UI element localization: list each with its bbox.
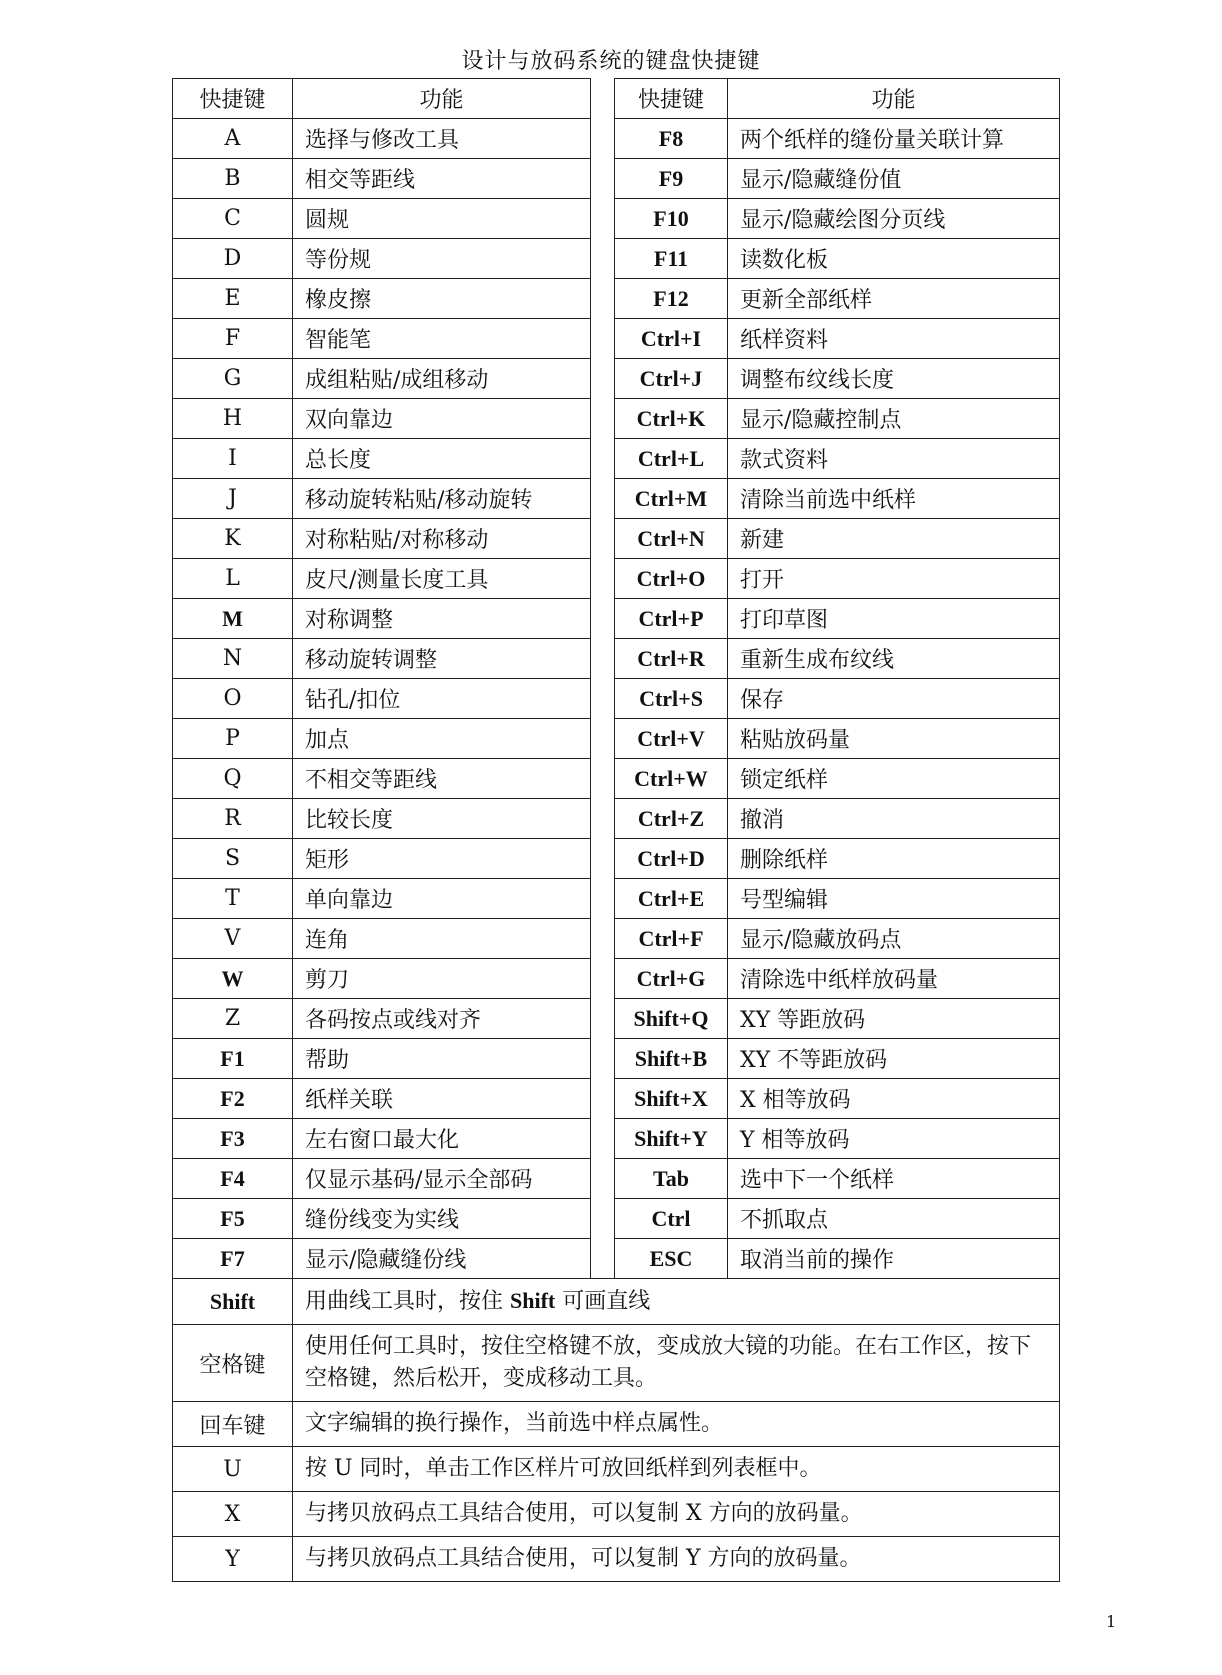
left-key: E [173, 279, 293, 319]
right-function: 显示/隐藏放码点 [728, 919, 1060, 959]
left-function: 总长度 [293, 439, 591, 479]
right-key: Tab [615, 1159, 728, 1199]
right-function: 锁定纸样 [728, 759, 1060, 799]
table-row-wide [173, 1325, 1060, 1402]
table-row [173, 439, 1060, 479]
left-function: 连角 [293, 919, 591, 959]
table-row [173, 759, 1060, 799]
right-key: Ctrl+L [615, 439, 728, 479]
right-function: 选中下一个纸样 [728, 1159, 1060, 1199]
left-key: F5 [173, 1199, 293, 1239]
left-key: J [173, 479, 293, 519]
table-row [173, 919, 1060, 959]
wide-key: Y [173, 1537, 293, 1582]
left-function: 皮尺/测量长度工具 [293, 559, 591, 599]
column-gap [591, 799, 615, 839]
table-row [173, 199, 1060, 239]
table-row [173, 239, 1060, 279]
column-gap [591, 1239, 615, 1279]
column-gap [591, 79, 615, 119]
right-key: F11 [615, 239, 728, 279]
table-row [173, 319, 1060, 359]
wide-key: X [173, 1492, 293, 1537]
right-key: F9 [615, 159, 728, 199]
table-row [173, 799, 1060, 839]
right-function: 两个纸样的缝份量关联计算 [728, 119, 1060, 159]
left-key: Z [173, 999, 293, 1039]
table-row [173, 879, 1060, 919]
left-function: 移动旋转粘贴/移动旋转 [293, 479, 591, 519]
right-function: XY 不等距放码 [728, 1039, 1060, 1079]
left-key: L [173, 559, 293, 599]
column-gap [591, 199, 615, 239]
right-function: Y 相等放码 [728, 1119, 1060, 1159]
left-function: 橡皮擦 [293, 279, 591, 319]
left-key: F1 [173, 1039, 293, 1079]
column-gap [591, 719, 615, 759]
shortcut-table [172, 78, 1060, 1582]
wide-function: 文字编辑的换行操作，当前选中样点属性。 [293, 1402, 1060, 1447]
right-key: Ctrl+V [615, 719, 728, 759]
left-function: 缝份线变为实线 [293, 1199, 591, 1239]
left-function: 相交等距线 [293, 159, 591, 199]
right-key: Ctrl+I [615, 319, 728, 359]
left-function: 帮助 [293, 1039, 591, 1079]
wide-key: 空格键 [173, 1325, 293, 1402]
left-function: 不相交等距线 [293, 759, 591, 799]
table-header-row [173, 79, 1060, 119]
table-row [173, 519, 1060, 559]
right-function: 读数化板 [728, 239, 1060, 279]
column-gap [591, 639, 615, 679]
left-function: 单向靠边 [293, 879, 591, 919]
column-gap [591, 279, 615, 319]
column-gap [591, 159, 615, 199]
table-row [173, 839, 1060, 879]
column-gap [591, 839, 615, 879]
column-gap [591, 119, 615, 159]
left-key: O [173, 679, 293, 719]
wide-function: 按 U 同时，单击工作区样片可放回纸样到列表框中。 [293, 1447, 1060, 1492]
wide-function: 使用任何工具时，按住空格键不放，变成放大镜的功能。在右工作区，按下空格键，然后松开，变成移动工具。 [293, 1325, 1060, 1402]
column-gap [591, 599, 615, 639]
table-row [173, 1119, 1060, 1159]
column-gap [591, 439, 615, 479]
table-row [173, 1079, 1060, 1119]
left-key: B [173, 159, 293, 199]
table-row [173, 959, 1060, 999]
left-function: 比较长度 [293, 799, 591, 839]
right-key: Ctrl+F [615, 919, 728, 959]
right-function: 显示/隐藏绘图分页线 [728, 199, 1060, 239]
right-function: XY 等距放码 [728, 999, 1060, 1039]
right-key: Ctrl+R [615, 639, 728, 679]
left-key: W [173, 959, 293, 999]
left-key: N [173, 639, 293, 679]
header-func: 功能 [293, 79, 591, 119]
left-key: T [173, 879, 293, 919]
left-key: V [173, 919, 293, 959]
column-gap [591, 759, 615, 799]
table-row [173, 159, 1060, 199]
left-key: F [173, 319, 293, 359]
column-gap [591, 919, 615, 959]
table-row-wide [173, 1537, 1060, 1582]
column-gap [591, 399, 615, 439]
right-function: 粘贴放码量 [728, 719, 1060, 759]
column-gap [591, 879, 615, 919]
right-function: 新建 [728, 519, 1060, 559]
wide-function [293, 1279, 1060, 1325]
right-function: 打印草图 [728, 599, 1060, 639]
right-function: 更新全部纸样 [728, 279, 1060, 319]
right-function: 纸样资料 [728, 319, 1060, 359]
right-function: X 相等放码 [728, 1079, 1060, 1119]
left-key: A [173, 119, 293, 159]
left-function: 对称粘贴/对称移动 [293, 519, 591, 559]
header-func-2: 功能 [728, 79, 1060, 119]
left-function: 双向靠边 [293, 399, 591, 439]
right-function: 清除选中纸样放码量 [728, 959, 1060, 999]
left-key: P [173, 719, 293, 759]
left-function: 钻孔/扣位 [293, 679, 591, 719]
left-function: 纸样关联 [293, 1079, 591, 1119]
right-key: Shift+Q [615, 999, 728, 1039]
left-function: 矩形 [293, 839, 591, 879]
column-gap [591, 679, 615, 719]
column-gap [591, 239, 615, 279]
left-key: M [173, 599, 293, 639]
right-key: Shift+B [615, 1039, 728, 1079]
right-key: Ctrl+E [615, 879, 728, 919]
left-key: K [173, 519, 293, 559]
left-function: 圆规 [293, 199, 591, 239]
column-gap [591, 959, 615, 999]
right-key: Shift+X [615, 1079, 728, 1119]
table-row [173, 279, 1060, 319]
right-key: F10 [615, 199, 728, 239]
left-function: 加点 [293, 719, 591, 759]
shortcut-table-body [173, 79, 1060, 1582]
right-key: F8 [615, 119, 728, 159]
wide-function-text: 用曲线工具时，按住 [305, 1289, 510, 1314]
right-key: F12 [615, 279, 728, 319]
column-gap [591, 319, 615, 359]
column-gap [591, 999, 615, 1039]
right-key: Ctrl+M [615, 479, 728, 519]
table-row [173, 399, 1060, 439]
left-key: R [173, 799, 293, 839]
right-function: 显示/隐藏缝份值 [728, 159, 1060, 199]
table-row [173, 1199, 1060, 1239]
right-function: 不抓取点 [728, 1199, 1060, 1239]
left-function: 各码按点或线对齐 [293, 999, 591, 1039]
right-function: 款式资料 [728, 439, 1060, 479]
table-row [173, 559, 1060, 599]
right-key: Ctrl+W [615, 759, 728, 799]
left-key: F3 [173, 1119, 293, 1159]
left-function: 仅显示基码/显示全部码 [293, 1159, 591, 1199]
left-function: 对称调整 [293, 599, 591, 639]
wide-function-bold: Shift [510, 1288, 556, 1313]
column-gap [591, 1079, 615, 1119]
table-row [173, 1159, 1060, 1199]
left-key: Q [173, 759, 293, 799]
left-key: G [173, 359, 293, 399]
wide-function-text: 可画直线 [555, 1289, 651, 1314]
table-row-wide [173, 1402, 1060, 1447]
left-key: S [173, 839, 293, 879]
left-function: 选择与修改工具 [293, 119, 591, 159]
column-gap [591, 1119, 615, 1159]
wide-key: Shift [173, 1279, 293, 1325]
column-gap [591, 359, 615, 399]
left-function: 成组粘贴/成组移动 [293, 359, 591, 399]
right-key: Ctrl+J [615, 359, 728, 399]
right-key: ESC [615, 1239, 728, 1279]
left-function: 左右窗口最大化 [293, 1119, 591, 1159]
right-key: Ctrl+N [615, 519, 728, 559]
left-function: 剪刀 [293, 959, 591, 999]
right-key: Ctrl+K [615, 399, 728, 439]
left-key: C [173, 199, 293, 239]
table-row [173, 119, 1060, 159]
table-row [173, 359, 1060, 399]
wide-function: 与拷贝放码点工具结合使用，可以复制 Y 方向的放码量。 [293, 1537, 1060, 1582]
left-function: 等份规 [293, 239, 591, 279]
left-function: 智能笔 [293, 319, 591, 359]
right-function: 号型编辑 [728, 879, 1060, 919]
right-function: 保存 [728, 679, 1060, 719]
column-gap [591, 559, 615, 599]
left-key: I [173, 439, 293, 479]
right-function: 显示/隐藏控制点 [728, 399, 1060, 439]
right-function: 重新生成布纹线 [728, 639, 1060, 679]
page-number: 1 [1106, 1612, 1117, 1631]
right-key: Ctrl+Z [615, 799, 728, 839]
left-key: D [173, 239, 293, 279]
wide-key: U [173, 1447, 293, 1492]
right-function: 删除纸样 [728, 839, 1060, 879]
page-title: 设计与放码系统的键盘快捷键 [461, 49, 761, 74]
column-gap [591, 519, 615, 559]
left-key: F4 [173, 1159, 293, 1199]
right-key: Ctrl+G [615, 959, 728, 999]
table-row [173, 679, 1060, 719]
table-row-wide [173, 1492, 1060, 1537]
right-function: 调整布纹线长度 [728, 359, 1060, 399]
table-row [173, 479, 1060, 519]
right-key: Ctrl+P [615, 599, 728, 639]
column-gap [591, 1159, 615, 1199]
table-row [173, 639, 1060, 679]
header-key-2: 快捷键 [615, 79, 728, 119]
right-function: 打开 [728, 559, 1060, 599]
left-key: H [173, 399, 293, 439]
column-gap [591, 1199, 615, 1239]
right-function: 清除当前选中纸样 [728, 479, 1060, 519]
table-row [173, 999, 1060, 1039]
header-key: 快捷键 [173, 79, 293, 119]
right-key: Ctrl+S [615, 679, 728, 719]
table-row [173, 1039, 1060, 1079]
column-gap [591, 479, 615, 519]
left-function: 移动旋转调整 [293, 639, 591, 679]
right-key: Ctrl+D [615, 839, 728, 879]
wide-function: 与拷贝放码点工具结合使用，可以复制 X 方向的放码量。 [293, 1492, 1060, 1537]
table-row [173, 599, 1060, 639]
left-key: F2 [173, 1079, 293, 1119]
table-row [173, 719, 1060, 759]
table-row [173, 1239, 1060, 1279]
left-key: F7 [173, 1239, 293, 1279]
right-key: Ctrl [615, 1199, 728, 1239]
right-function: 取消当前的操作 [728, 1239, 1060, 1279]
table-row-wide [173, 1447, 1060, 1492]
right-key: Shift+Y [615, 1119, 728, 1159]
wide-key: 回车键 [173, 1402, 293, 1447]
table-row-wide [173, 1279, 1060, 1325]
right-function: 撤消 [728, 799, 1060, 839]
right-key: Ctrl+O [615, 559, 728, 599]
column-gap [591, 1039, 615, 1079]
left-function: 显示/隐藏缝份线 [293, 1239, 591, 1279]
